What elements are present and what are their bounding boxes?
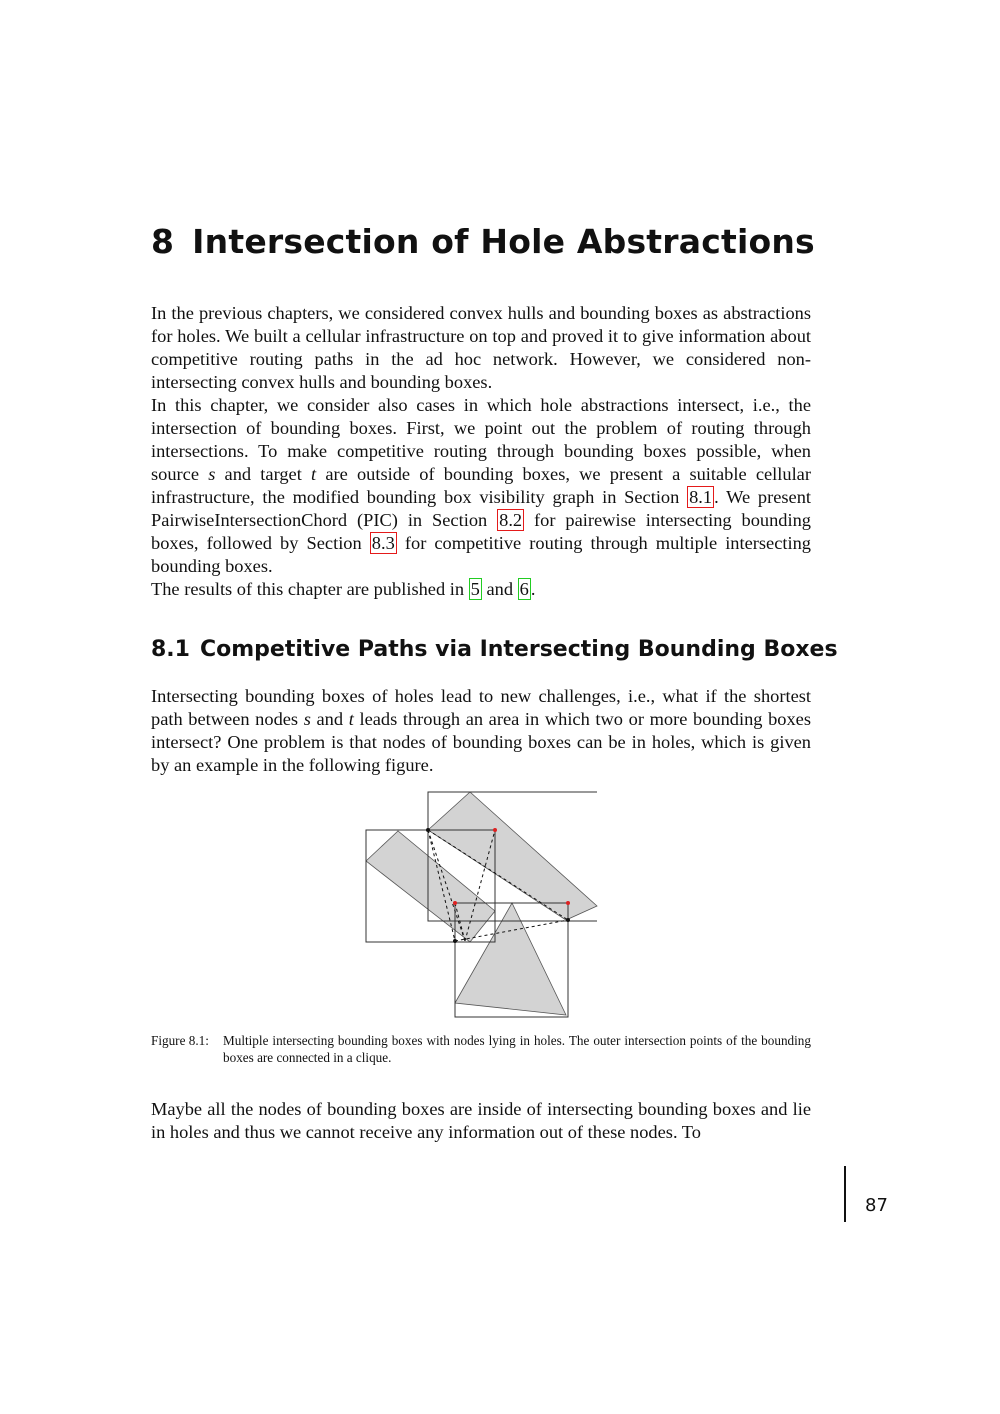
var-t: t bbox=[311, 464, 317, 484]
node-black bbox=[426, 828, 430, 832]
text-span: and bbox=[310, 709, 349, 729]
text-span: for pairewise intersecting bounding boxes, followed by Section bbox=[151, 510, 811, 553]
text-span: In this chapter, we consider also cases in which hole abstractions intersect, i.e., the intersection of bounding boxes. First, we point out the problem of routing through intersections. To make competitive routing through bounding boxes possible, when source bbox=[151, 395, 811, 484]
section-title-text: Competitive Paths via Intersecting Bounding Boxes bbox=[199, 637, 838, 662]
chapter-number: 8 bbox=[151, 222, 175, 261]
node-black bbox=[566, 918, 570, 922]
figure-8-1 bbox=[362, 788, 602, 1020]
section-text bbox=[151, 685, 811, 777]
figure-caption-text: Multiple intersecting bounding boxes with nodes lying in holes. The outer intersection points of the bounding boxes are connected in a clique. bbox=[223, 1033, 811, 1065]
link-section-8-2[interactable]: 8.2 bbox=[499, 510, 523, 530]
section-title bbox=[151, 637, 838, 662]
page-number: 87 bbox=[865, 1195, 888, 1216]
text-span: and target bbox=[215, 464, 312, 484]
closing-paragraph: Maybe all the nodes of bounding boxes are inside of intersecting bounding boxes and lie in holes and thus we cannot receive any information out of these nodes. To bbox=[151, 1099, 811, 1142]
text-span: are outside of bounding boxes, we present a suitable cellular infrastructure, the modified bounding box visibility graph in Section bbox=[151, 464, 811, 507]
node-red bbox=[566, 901, 570, 905]
var-s: s bbox=[303, 709, 311, 729]
citation-6[interactable]: 6 bbox=[519, 579, 529, 599]
citation-5[interactable]: 5 bbox=[470, 579, 480, 599]
chapter-title bbox=[151, 222, 815, 261]
section-paragraph-1 bbox=[151, 685, 811, 777]
page-number-rule bbox=[844, 1166, 846, 1222]
text-span: for competitive routing through multiple intersecting bounding boxes. bbox=[151, 533, 811, 576]
intro-paragraph-3 bbox=[151, 578, 811, 601]
text-span: . We present PairwiseIntersectionChord (PIC) in Section bbox=[151, 487, 811, 530]
text-span: Intersecting bounding boxes of holes lead to new challenges, i.e., what if the shortest path between nodes bbox=[151, 686, 811, 729]
node-red bbox=[453, 901, 457, 905]
figure-label: Figure 8.1: bbox=[151, 1033, 209, 1048]
closing-text bbox=[151, 1098, 811, 1144]
link-section-8-1[interactable]: 8.1 bbox=[689, 487, 713, 507]
text-span: and bbox=[481, 579, 518, 599]
link-section-8-3[interactable]: 8.3 bbox=[371, 533, 395, 553]
chapter-title-text: Intersection of Hole Abstractions bbox=[192, 222, 815, 261]
section-number: 8.1 bbox=[151, 637, 190, 662]
var-t: t bbox=[348, 709, 354, 729]
intro-paragraph-2 bbox=[151, 394, 811, 578]
node-red bbox=[493, 828, 497, 832]
intro-text bbox=[151, 302, 811, 601]
intro-paragraph-1: In the previous chapters, we considered convex hulls and bounding boxes as abstractions for holes. We built a cellular infrastructure on top and proved it to give information about competitive routing paths in the ad hoc network. However, we considered non-intersecting convex hulls and bounding boxes. bbox=[151, 303, 811, 392]
node-black bbox=[453, 939, 457, 943]
text-span: . bbox=[530, 579, 536, 599]
text-span: leads through an area in which two or more bounding boxes intersect? One problem is that nodes of bounding boxes can be in holes, which is given by an example in the following figure. bbox=[151, 709, 811, 775]
figure-caption bbox=[151, 1032, 811, 1066]
text-span: The results of this chapter are published in bbox=[151, 579, 469, 599]
var-s: s bbox=[208, 464, 216, 484]
